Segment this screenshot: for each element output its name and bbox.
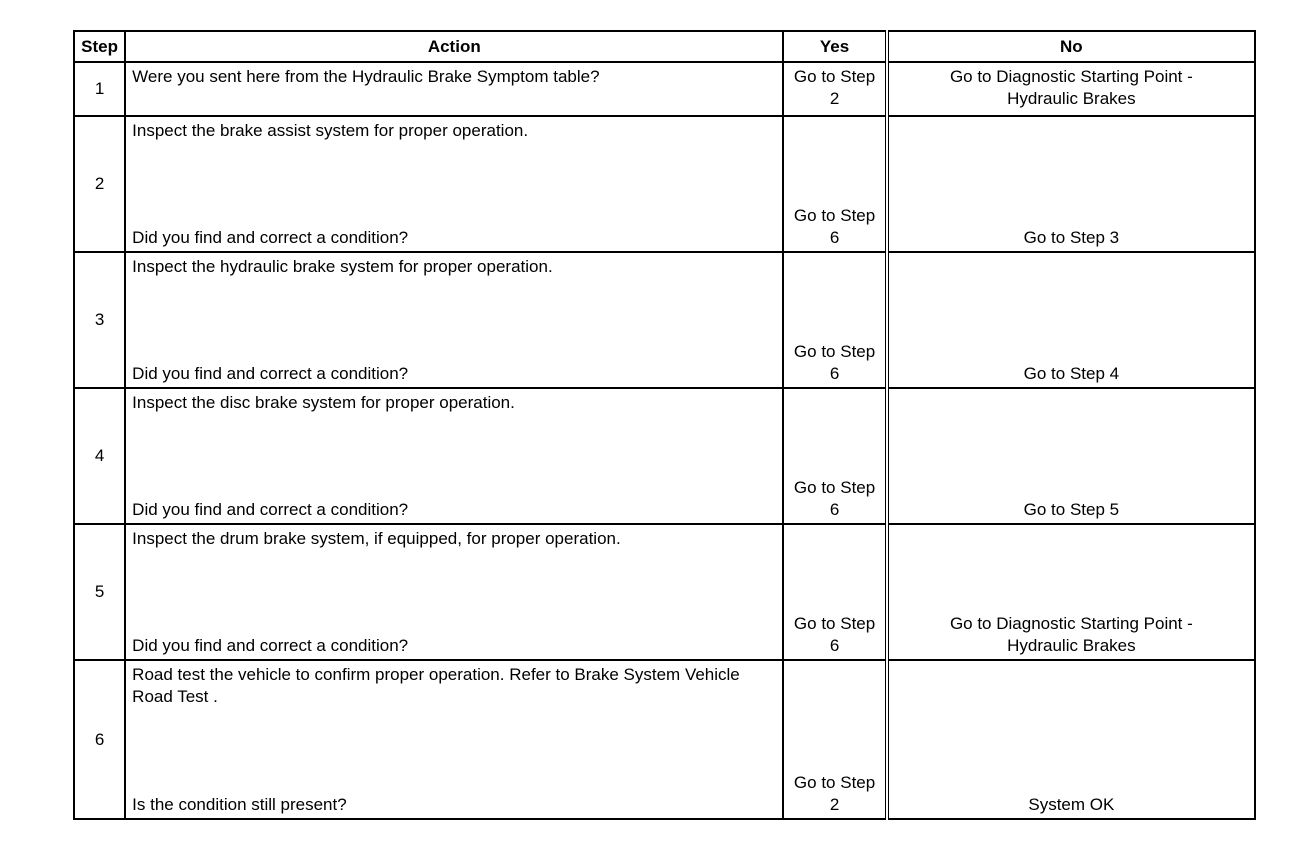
header-action: Action <box>125 31 783 62</box>
action-instruction: Inspect the brake assist system for proper operation. <box>132 121 529 140</box>
header-yes: Yes <box>783 31 886 62</box>
no-cell <box>887 524 1255 660</box>
yes-line-2: 2 <box>829 795 840 814</box>
step-number: 1 <box>74 62 125 116</box>
no-line-2: Go to Step 3 <box>1023 228 1120 247</box>
step-number: 6 <box>74 660 125 819</box>
no-line-2: Go to Step 5 <box>1023 500 1120 519</box>
action-instruction: Road test the vehicle to confirm proper operation. Refer to Brake System Vehicle Road Test . <box>132 665 740 706</box>
yes-cell <box>783 660 886 819</box>
header-step: Step <box>74 31 125 62</box>
header-no: No <box>887 31 1255 62</box>
action-cell <box>125 388 783 524</box>
action-cell <box>125 660 783 819</box>
table-row <box>74 388 1255 524</box>
no-line-1: Go to Diagnostic Starting Point - <box>949 67 1193 86</box>
table-row <box>74 116 1255 252</box>
yes-cell <box>783 62 886 116</box>
action-cell <box>125 62 783 116</box>
action-instruction: Inspect the hydraulic brake system for proper operation. <box>132 257 553 276</box>
step-number: 5 <box>74 524 125 660</box>
step-number: 2 <box>74 116 125 252</box>
action-cell <box>125 524 783 660</box>
action-question: Did you find and correct a condition? <box>132 500 409 519</box>
table-row <box>74 660 1255 819</box>
yes-cell <box>783 524 886 660</box>
no-line-2: Hydraulic Brakes <box>1007 636 1136 655</box>
yes-line-1: Go to Step <box>793 478 876 497</box>
no-cell <box>887 660 1255 819</box>
action-question: Did you find and correct a condition? <box>132 636 409 655</box>
yes-line-1: Go to Step <box>793 773 876 792</box>
no-cell <box>887 62 1255 116</box>
yes-cell <box>783 252 886 388</box>
action-question: Did you find and correct a condition? <box>132 228 409 247</box>
yes-cell <box>783 116 886 252</box>
yes-line-1: Go to Step <box>793 206 876 225</box>
diagnostic-table <box>73 30 1256 820</box>
action-instruction: Inspect the disc brake system for proper operation. <box>132 393 515 412</box>
yes-cell <box>783 388 886 524</box>
no-cell <box>887 388 1255 524</box>
yes-line-2: 2 <box>829 89 840 108</box>
action-instruction: Inspect the drum brake system, if equipped, for proper operation. <box>132 529 621 548</box>
yes-line-2: 6 <box>829 500 840 519</box>
action-cell <box>125 252 783 388</box>
no-cell <box>887 252 1255 388</box>
yes-line-2: 6 <box>829 364 840 383</box>
no-line-2: System OK <box>1028 795 1115 814</box>
action-question: Did you find and correct a condition? <box>132 364 409 383</box>
table-row <box>74 252 1255 388</box>
yes-line-2: 6 <box>829 636 840 655</box>
no-cell <box>887 116 1255 252</box>
yes-line-1: Go to Step <box>793 614 876 633</box>
yes-line-1: Go to Step <box>793 67 876 86</box>
action-cell <box>125 116 783 252</box>
no-line-2: Hydraulic Brakes <box>1007 89 1136 108</box>
step-number: 3 <box>74 252 125 388</box>
yes-line-1: Go to Step <box>793 342 876 361</box>
header-row <box>74 31 1255 62</box>
action-question: Is the condition still present? <box>132 795 347 814</box>
step-number: 4 <box>74 388 125 524</box>
no-line-1: Go to Diagnostic Starting Point - <box>949 614 1193 633</box>
yes-line-2: 6 <box>829 228 840 247</box>
table-row <box>74 524 1255 660</box>
action-instruction: Were you sent here from the Hydraulic Brake Symptom table? <box>132 67 600 86</box>
no-line-2: Go to Step 4 <box>1023 364 1120 383</box>
table-row <box>74 62 1255 116</box>
